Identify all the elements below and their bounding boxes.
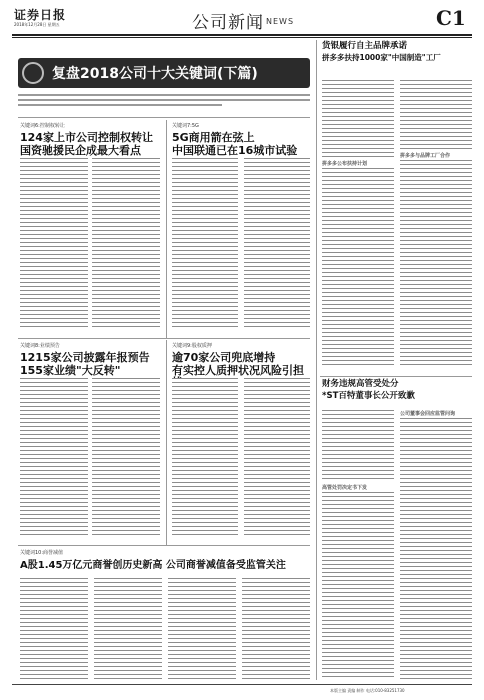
article-headline-line1: 逾70家公司兜底增持 xyxy=(172,351,276,364)
feature-banner xyxy=(18,58,310,88)
article-5g xyxy=(172,122,312,157)
article-body xyxy=(20,158,88,330)
article-body xyxy=(322,410,394,480)
article-body xyxy=(322,80,394,158)
column-rule xyxy=(316,40,317,680)
article-goodwill xyxy=(20,549,310,572)
section-title: 公司新闻 xyxy=(192,13,264,33)
article-body xyxy=(172,158,238,330)
article-headline-line1: 财务违规高管受处分 xyxy=(322,379,399,389)
article-earnings-forecast xyxy=(20,342,160,377)
article-pinduoduo xyxy=(322,42,472,62)
article-headline-line2: 拼多多扶持1000家"中国制造"工厂 xyxy=(322,52,441,62)
article-body xyxy=(242,578,310,680)
divider xyxy=(18,545,310,546)
article-headline-line1: 1215家公司披露年报预告 xyxy=(20,351,150,364)
article-headline-line1: 124家上市公司控制权转让 xyxy=(20,131,153,144)
column-rule xyxy=(166,340,167,545)
article-body xyxy=(92,378,160,538)
article-kicker: 关键词10:商誉减值 xyxy=(20,550,64,556)
article-headline-line2: 国资驰援民企成最大看点 xyxy=(20,143,141,157)
divider xyxy=(320,376,472,377)
masthead-rule xyxy=(12,34,472,36)
divider xyxy=(18,338,310,339)
article-body xyxy=(322,168,394,368)
article-body xyxy=(400,160,472,368)
article-body xyxy=(20,378,88,538)
article-subhead: 公司董事会回应监管问询 xyxy=(400,411,456,417)
article-headline-line1: 5G商用箭在弦上 xyxy=(172,131,255,144)
banner-emblem-icon xyxy=(22,62,44,84)
footer-credits: 本版主编 责编 制作 电话:010-83251730 xyxy=(330,688,405,693)
article-kicker: 关键词6:控制权转让 xyxy=(20,123,65,129)
masthead-rule-thin xyxy=(12,37,472,38)
article-headline-line1: 货银履行自主品牌承诺 xyxy=(322,41,408,51)
article-subhead: 拼多多与品牌工厂合作 xyxy=(400,153,451,159)
article-body xyxy=(322,492,394,680)
article-body xyxy=(20,578,88,680)
article-body xyxy=(400,80,472,150)
article-headline: A股1.45万亿元商誉创历史新高 公司商誉减值备受监管关注 xyxy=(20,560,286,571)
footer-rule xyxy=(12,684,472,685)
article-headline-line2: 中国联通已在16城市试验 xyxy=(172,143,298,157)
article-body xyxy=(172,378,238,538)
feature-intro xyxy=(18,92,310,114)
article-kicker: 关键词9:股权质押 xyxy=(172,343,212,349)
article-body xyxy=(400,418,472,680)
article-kicker: 关键词8:业绩预告 xyxy=(20,343,60,349)
article-kicker: 关键词7:5G xyxy=(172,123,199,129)
page-number: C1 xyxy=(436,6,466,30)
article-body xyxy=(168,578,236,680)
masthead-date: 2018年12月28日 星期五 xyxy=(14,22,60,27)
section-title-en: NEWS xyxy=(266,17,295,26)
article-headline-line2: 155家业绩"大反转" xyxy=(20,363,121,377)
article-st-baite xyxy=(322,380,472,402)
divider xyxy=(18,117,310,118)
article-subhead: 拼多多公布扶持计划 xyxy=(322,161,368,167)
column-rule xyxy=(166,120,167,338)
article-body xyxy=(244,378,310,538)
article-control-transfer xyxy=(20,122,160,157)
article-body xyxy=(94,578,162,680)
article-headline-line2: 有实控人质押状况风险引担 xyxy=(172,363,304,377)
article-subhead: 高管处罚决定书下发 xyxy=(322,485,368,491)
banner-title: 复盘2018公司十大关键词(下篇) xyxy=(52,66,258,82)
article-body xyxy=(92,158,160,330)
masthead-logo: 证券日报 xyxy=(14,8,67,22)
article-headline-line2: *ST百特董事长公开致歉 xyxy=(322,390,415,401)
article-body xyxy=(244,158,310,330)
